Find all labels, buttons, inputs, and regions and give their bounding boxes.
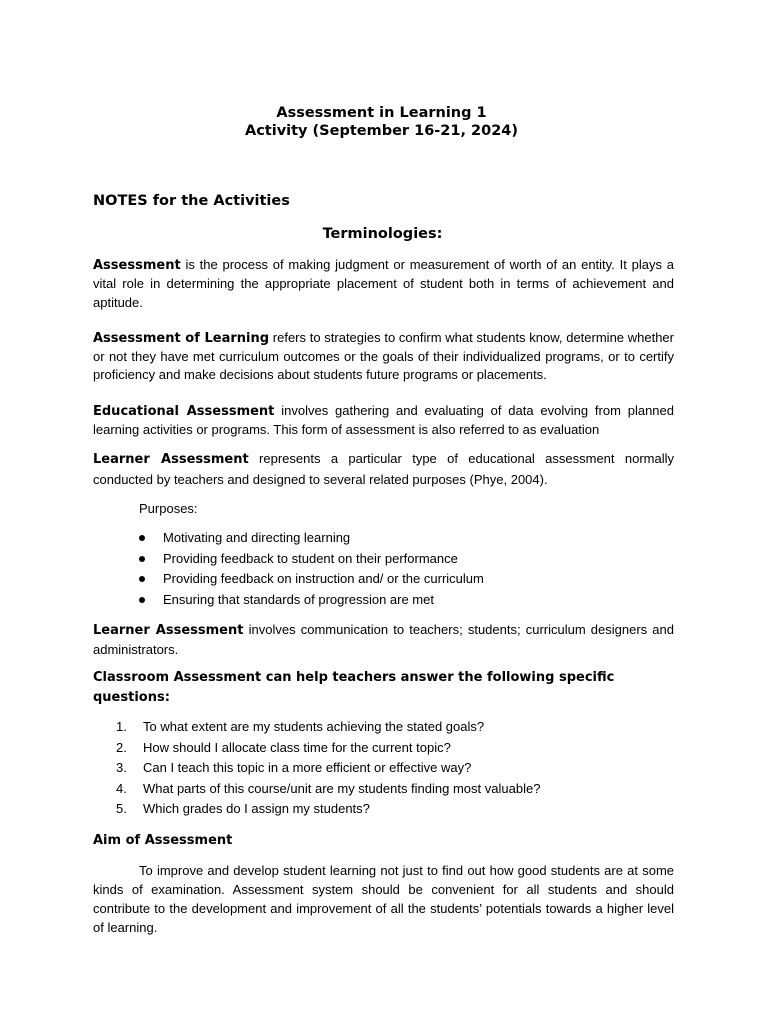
classroom-assessment-heading: Classroom Assessment can help teachers answer the following specific questions:: [93, 670, 615, 706]
purposes-list: [93, 528, 674, 610]
paragraph-aim: To improve and develop student learning not just to find out how good students are at some kinds of examination. Assessment system should be convenient for all students and should contribute to the development and improvement of all the students’ potentials towards a higher level of learning.: [93, 862, 674, 935]
bullet-icon: [139, 576, 145, 582]
question-text: To what extent are my students achieving the stated goals?: [143, 719, 485, 735]
purpose-item: [93, 528, 674, 549]
document-title: [89, 104, 674, 140]
question-text: Can I teach this topic in a more efficient or effective way?: [143, 760, 472, 776]
terminologies-heading: Terminologies:: [322, 226, 443, 242]
bullet-icon: [139, 597, 145, 603]
purpose-item: [93, 569, 674, 590]
paragraph-assessment-of-learning: [93, 329, 674, 385]
title-line-2: Activity (September 16-21, 2024): [244, 123, 519, 139]
question-item: [93, 717, 674, 738]
question-item: [93, 779, 674, 800]
purpose-item-text: Providing feedback on instruction and/ or the curriculum: [163, 571, 484, 587]
notes-heading: NOTES for the Activities: [93, 193, 290, 209]
definition-learner-assessment-2: involves communication to teachers; students; curriculum designers and administrators.: [93, 622, 674, 658]
paragraph-learner-assessment-2: [93, 620, 674, 659]
purpose-item-text: Providing feedback to student on their performance: [163, 550, 458, 566]
aim-heading: Aim of Assessment: [93, 832, 233, 848]
document-content: [93, 104, 674, 937]
bullet-icon: [139, 556, 145, 562]
purpose-item: [93, 590, 674, 611]
question-number: 1.: [116, 719, 127, 735]
question-number: 4.: [116, 780, 127, 796]
title-line-1: Assessment in Learning 1: [276, 105, 487, 121]
purpose-item-text: Ensuring that standards of progression are met: [163, 591, 434, 607]
question-text: Which grades do I assign my students?: [143, 801, 370, 817]
question-text: What parts of this course/unit are my students finding most valuable?: [143, 780, 541, 796]
definition-educational-assessment: involves gathering and evaluating of data evolving from planned learning activities or programs. This form of assessment is also referred to as evaluation: [93, 402, 674, 438]
question-number: 5.: [116, 801, 127, 817]
definition-learner-assessment-1: represents a particular type of educational assessment normally conducted by teachers and designed to several related purposes (Phye, 2004).: [93, 451, 674, 488]
definition-assessment: is the process of making judgment or measurement of worth of an entity. It plays a vital role in determining the appropriate placement of student both in terms of achievement and aptitude.: [93, 257, 674, 310]
purpose-item-text: Motivating and directing learning: [163, 530, 351, 546]
questions-list: [93, 717, 674, 820]
question-number: 3.: [116, 760, 127, 776]
term-learner-assessment-2: Learner Assessment: [93, 623, 244, 639]
bullet-icon: [139, 535, 145, 541]
paragraph-learner-assessment-1: [93, 449, 674, 490]
term-assessment: Assessment: [93, 258, 181, 273]
term-learner-assessment-1: Learner Assessment: [93, 452, 249, 468]
question-text: How should I allocate class time for the current topic?: [143, 739, 451, 755]
question-number: 2.: [116, 739, 127, 755]
purpose-item: [93, 549, 674, 570]
term-assessment-of-learning: Assessment of Learning: [93, 330, 270, 346]
paragraph-educational-assessment: [93, 402, 674, 440]
term-educational-assessment: Educational Assessment: [93, 403, 275, 419]
definition-assessment-of-learning: refers to strategies to confirm what students know, determine whether or not they have met curriculum outcomes or the goals of their individualized programs, or to certify proficiency and make decisions about students future programs or placements.: [93, 329, 674, 383]
purposes-label: Purposes:: [139, 501, 198, 517]
paragraph-assessment: [93, 256, 674, 312]
question-item: [93, 799, 674, 820]
question-item: [93, 758, 674, 779]
question-item: [93, 738, 674, 759]
